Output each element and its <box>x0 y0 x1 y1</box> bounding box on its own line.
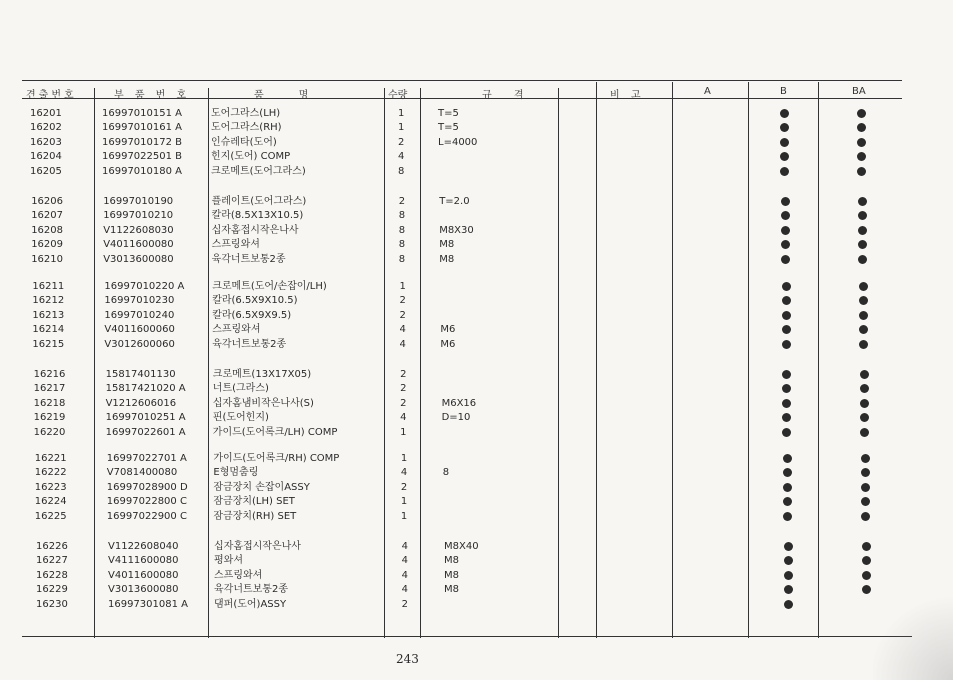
row-part-name: 스프링와셔 <box>211 239 260 251</box>
row-no: 16204 <box>30 151 62 163</box>
row-spec: T=5 <box>438 122 459 134</box>
row-part-name: 칼라(6.5X9X9.5) <box>212 309 292 321</box>
model-b-applicable-dot <box>780 109 789 118</box>
row-part-name: 잠금장치 손잡이ASSY <box>213 481 310 493</box>
row-no: 16230 <box>36 598 68 610</box>
row-part-name: 십자홈접시작은나사 <box>211 224 299 236</box>
model-ba-applicable-dot <box>862 542 871 551</box>
model-ba-applicable-dot <box>862 585 871 594</box>
row-part-number: 16997010172 B <box>102 136 183 148</box>
row-quantity: 4 <box>399 324 406 336</box>
model-ba-applicable-dot <box>858 211 867 220</box>
col-divider <box>94 88 95 638</box>
col-divider <box>420 88 421 638</box>
row-part-name: 평와셔 <box>214 555 243 567</box>
header-part-number: 부 품 번 호 <box>114 90 191 101</box>
row-part-number: 16997010251 A <box>105 412 186 424</box>
header-remark: 비 고 <box>610 90 645 101</box>
model-b-applicable-dot <box>784 600 793 609</box>
model-b-applicable-dot <box>784 585 793 594</box>
row-spec: 8 <box>442 467 450 479</box>
row-no: 16227 <box>36 555 68 567</box>
model-b-applicable-dot <box>783 512 792 521</box>
model-b-applicable-dot <box>781 240 790 249</box>
model-b-applicable-dot <box>780 138 789 147</box>
row-part-name: E형멈춤링 <box>213 467 259 479</box>
row-no: 16207 <box>31 210 63 222</box>
row-spec: M8X40 <box>444 541 479 552</box>
row-no: 16209 <box>31 239 63 251</box>
model-b-applicable-dot <box>781 197 790 206</box>
model-ba-applicable-dot <box>861 454 870 463</box>
row-quantity: 1 <box>398 108 405 119</box>
model-ba-applicable-dot <box>862 571 871 580</box>
header-spec: 규 격 <box>482 90 524 101</box>
model-b-applicable-dot <box>782 370 791 379</box>
row-spec: M8 <box>439 253 455 265</box>
row-part-number: V7081400080 <box>106 467 178 479</box>
row-quantity: 1 <box>400 426 407 438</box>
row-spec: M6 <box>440 324 456 336</box>
row-no: 16223 <box>34 481 67 493</box>
model-b-applicable-dot <box>782 399 791 408</box>
model-b-applicable-dot <box>784 556 793 565</box>
row-part-number: 16997010220 A <box>104 281 185 292</box>
row-part-number: V4011600060 <box>104 324 175 336</box>
model-ba-applicable-dot <box>861 497 870 506</box>
model-ba-applicable-dot <box>860 370 869 379</box>
row-spec: T=5 <box>438 108 459 119</box>
row-quantity: 1 <box>399 281 406 292</box>
header-no: 견출번호 <box>26 90 77 101</box>
model-b-applicable-dot <box>784 542 793 551</box>
row-quantity: 2 <box>398 136 405 148</box>
row-no: 16210 <box>31 253 63 265</box>
row-spec: D=10 <box>441 412 471 424</box>
row-part-name: 크로메트(도어/손잡이/LH) <box>212 281 327 292</box>
row-spec: M8 <box>444 584 459 596</box>
row-no: 16208 <box>31 224 63 236</box>
row-quantity: 4 <box>401 541 408 552</box>
row-no: 16218 <box>33 397 66 409</box>
row-part-number: 15817401130 <box>105 369 176 380</box>
row-part-number: V3013600080 <box>108 584 179 596</box>
row-part-name: 인슈레타(도어) <box>211 136 277 148</box>
model-ba-applicable-dot <box>859 325 868 334</box>
row-part-number: V1212606016 <box>105 397 177 409</box>
page-number: 243 <box>396 652 419 666</box>
model-ba-applicable-dot <box>861 468 870 477</box>
model-ba-applicable-dot <box>861 483 870 492</box>
row-quantity: 4 <box>401 584 408 596</box>
col-divider <box>384 88 385 638</box>
top-rule <box>22 80 902 81</box>
model-b-applicable-dot <box>782 340 791 349</box>
row-spec: T=2.0 <box>439 196 470 207</box>
col-divider <box>818 82 819 638</box>
row-part-name: 스프링와셔 <box>212 324 261 336</box>
model-ba-applicable-dot <box>857 152 866 161</box>
header-part-name: 품 명 <box>254 90 309 101</box>
model-ba-applicable-dot <box>862 556 871 565</box>
row-quantity: 1 <box>398 122 405 134</box>
model-b-applicable-dot <box>782 311 791 320</box>
row-part-name: 육각너트보통2종 <box>211 253 286 265</box>
model-ba-applicable-dot <box>859 311 868 320</box>
row-part-name: 도어그라스(RH) <box>211 122 282 134</box>
row-part-number: 16997301081 A <box>108 598 189 610</box>
model-b-applicable-dot <box>784 571 793 580</box>
row-part-number: V1122608040 <box>108 541 179 552</box>
row-quantity: 4 <box>400 467 408 479</box>
row-part-number: V4111600080 <box>108 555 179 567</box>
row-part-number: 16997010210 <box>103 210 174 222</box>
row-part-number: 16997022900 C <box>106 510 187 522</box>
model-ba-applicable-dot <box>857 138 866 147</box>
model-ba-applicable-dot <box>860 384 869 393</box>
row-no: 16211 <box>32 281 65 292</box>
row-quantity: 4 <box>399 338 406 350</box>
row-quantity: 1 <box>400 496 408 508</box>
row-no: 16213 <box>32 309 65 321</box>
row-quantity: 4 <box>400 412 407 424</box>
model-b-applicable-dot <box>783 497 792 506</box>
model-b-applicable-dot <box>780 152 789 161</box>
row-no: 16229 <box>36 584 68 596</box>
model-b-applicable-dot <box>780 123 789 132</box>
row-spec: M6 <box>440 338 456 350</box>
row-part-name: 육각너트보통2종 <box>214 584 288 596</box>
row-no: 16224 <box>34 496 67 508</box>
row-part-number: 16997028900 D <box>106 481 188 493</box>
row-quantity: 4 <box>401 569 408 581</box>
header-model-ba: BA <box>852 86 866 97</box>
row-part-name: 칼라(6.5X9X10.5) <box>212 295 298 307</box>
col-divider <box>596 82 597 638</box>
row-spec: L=4000 <box>438 136 478 148</box>
row-spec: M6X16 <box>441 397 477 409</box>
row-quantity: 2 <box>400 369 407 380</box>
row-no: 16212 <box>32 295 65 307</box>
col-divider <box>672 82 673 638</box>
model-b-applicable-dot <box>782 282 791 291</box>
model-b-applicable-dot <box>782 296 791 305</box>
model-b-applicable-dot <box>781 211 790 220</box>
row-quantity: 4 <box>401 555 408 567</box>
row-quantity: 2 <box>398 196 406 207</box>
row-part-name: 육각너트보통2종 <box>212 338 287 350</box>
row-no: 16215 <box>32 338 65 350</box>
row-no: 16201 <box>30 108 62 119</box>
row-no: 16203 <box>30 136 62 148</box>
row-quantity: 8 <box>398 224 406 236</box>
row-part-number: V1122608030 <box>103 224 174 236</box>
row-part-name: 잠금장치(LH) SET <box>213 496 295 508</box>
model-ba-applicable-dot <box>857 167 866 176</box>
row-part-name: 너트(그라스) <box>212 383 269 395</box>
model-ba-applicable-dot <box>859 296 868 305</box>
row-part-name: 십자홈냄비작은나사(S) <box>212 397 314 409</box>
row-part-name: 크로메트(13X17X05) <box>212 369 312 380</box>
row-part-name: 가이드(도어록크/LH) COMP <box>212 426 338 438</box>
row-quantity: 2 <box>400 481 408 493</box>
model-b-applicable-dot <box>781 255 790 264</box>
row-no: 16221 <box>34 453 67 464</box>
row-spec: M8 <box>439 239 455 251</box>
model-ba-applicable-dot <box>858 255 867 264</box>
row-no: 16225 <box>34 510 67 522</box>
row-part-name: 잠금장치(RH) SET <box>213 510 297 522</box>
row-spec: M8 <box>444 569 459 581</box>
row-part-name: 칼라(8.5X13X10.5) <box>211 210 304 222</box>
row-part-name: 도어그라스(LH) <box>211 108 281 119</box>
row-spec: M8 <box>444 555 459 567</box>
row-no: 16216 <box>33 369 66 380</box>
row-part-number: 16997010230 <box>104 295 175 307</box>
row-no: 16217 <box>33 383 66 395</box>
model-b-applicable-dot <box>781 226 790 235</box>
scan-shadow <box>873 590 953 680</box>
row-part-name: 플레이트(도어그라스) <box>211 196 307 207</box>
row-part-name: 핀(도어힌지) <box>212 412 269 424</box>
model-b-applicable-dot <box>782 325 791 334</box>
row-part-number: 16997022800 C <box>106 496 187 508</box>
model-b-applicable-dot <box>782 384 791 393</box>
model-b-applicable-dot <box>783 454 792 463</box>
row-no: 16219 <box>33 412 66 424</box>
row-part-number: 16997010161 A <box>102 122 183 134</box>
row-no: 16206 <box>31 196 63 207</box>
model-ba-applicable-dot <box>860 428 869 437</box>
row-part-name: 댐퍼(도어)ASSY <box>214 598 287 610</box>
row-quantity: 8 <box>398 253 406 265</box>
model-ba-applicable-dot <box>858 226 867 235</box>
row-quantity: 1 <box>400 453 408 464</box>
bottom-rule <box>22 636 912 637</box>
row-part-number: V3013600080 <box>103 253 174 265</box>
model-ba-applicable-dot <box>860 413 869 422</box>
row-part-number: 16997022701 A <box>106 453 187 464</box>
row-no: 16202 <box>30 122 62 134</box>
row-quantity: 2 <box>399 295 406 307</box>
header-model-b: B <box>780 86 787 97</box>
row-part-number: 16997010240 <box>104 309 175 321</box>
row-quantity: 8 <box>398 239 406 251</box>
model-ba-applicable-dot <box>857 123 866 132</box>
col-divider <box>208 88 209 638</box>
row-no: 16205 <box>30 165 62 177</box>
row-part-number: 16997022501 B <box>102 151 183 163</box>
col-divider <box>558 88 559 638</box>
row-part-number: 16997010151 A <box>102 108 183 119</box>
row-part-name: 스프링와셔 <box>214 569 263 581</box>
row-part-name: 십자홈접시작은나사 <box>214 541 301 552</box>
row-part-number: 16997022601 A <box>105 426 186 438</box>
row-part-name: 크로메트(도어그라스) <box>211 165 306 177</box>
row-spec: M8X30 <box>439 224 474 236</box>
model-ba-applicable-dot <box>858 240 867 249</box>
row-quantity: 2 <box>400 397 407 409</box>
model-ba-applicable-dot <box>857 109 866 118</box>
model-ba-applicable-dot <box>860 399 869 408</box>
row-part-number: 16997010190 <box>103 196 174 207</box>
model-b-applicable-dot <box>782 428 791 437</box>
model-b-applicable-dot <box>783 483 792 492</box>
row-part-name: 힌지(도어) COMP <box>211 151 291 163</box>
header-model-a: A <box>704 86 711 97</box>
row-quantity: 2 <box>399 309 406 321</box>
row-no: 16220 <box>33 426 66 438</box>
row-no: 16226 <box>36 541 68 552</box>
row-no: 16214 <box>32 324 65 336</box>
row-no: 16222 <box>34 467 67 479</box>
row-part-number: V4011600080 <box>108 569 179 581</box>
row-part-number: V4011600080 <box>103 239 174 251</box>
row-part-number: 16997010180 A <box>102 165 183 177</box>
row-part-name: 가이드(도어록크/RH) COMP <box>213 453 340 464</box>
row-quantity: 1 <box>400 510 408 522</box>
row-part-number: V3012600060 <box>104 338 175 350</box>
model-ba-applicable-dot <box>858 197 867 206</box>
model-b-applicable-dot <box>782 413 791 422</box>
col-divider <box>748 82 749 638</box>
model-b-applicable-dot <box>783 468 792 477</box>
model-ba-applicable-dot <box>859 282 868 291</box>
row-quantity: 2 <box>400 383 407 395</box>
row-quantity: 2 <box>401 598 408 610</box>
row-quantity: 4 <box>398 151 405 163</box>
header-quantity: 수량 <box>388 90 408 101</box>
row-quantity: 8 <box>398 210 406 222</box>
row-quantity: 8 <box>398 165 405 177</box>
model-ba-applicable-dot <box>861 512 870 521</box>
row-no: 16228 <box>36 569 68 581</box>
model-ba-applicable-dot <box>859 340 868 349</box>
model-b-applicable-dot <box>780 167 789 176</box>
row-part-number: 15817421020 A <box>105 383 186 395</box>
